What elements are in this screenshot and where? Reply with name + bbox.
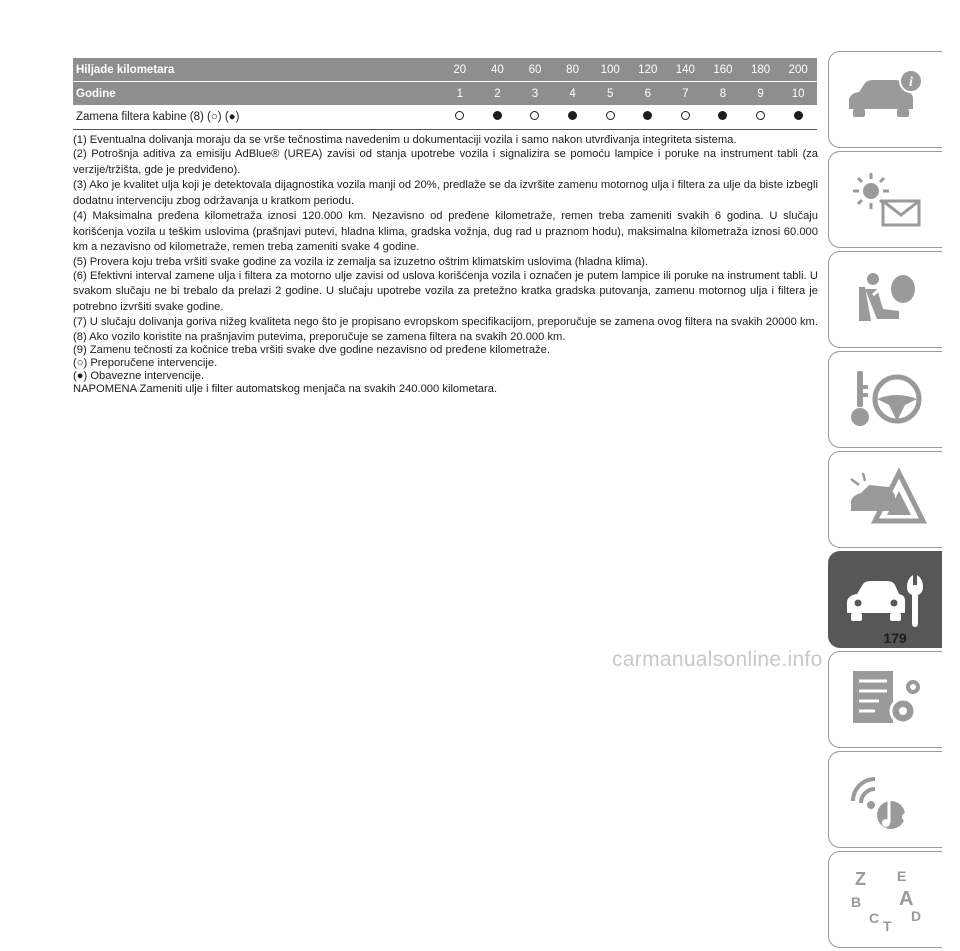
footnote: (5) Provera koju treba vršiti svake godine za vozila iz zemalja sa izuzetno oštrim klimatskim uslovima (hladna klima). <box>73 255 649 268</box>
dashboard-lights-icon <box>843 165 929 235</box>
multimedia-music-icon <box>843 765 929 835</box>
footnote: NAPOMENA Zameniti ulje i filter automatskog menjača na svakih 240.000 kilometara. <box>73 382 498 395</box>
header-km-cell: 40 <box>490 63 504 76</box>
alphabetical-index-icon <box>843 865 929 935</box>
table-row-cabin-filter <box>73 105 817 130</box>
mandatory-dot-icon <box>568 111 577 120</box>
index-letter: E <box>896 867 906 884</box>
header-km-cell: 160 <box>713 63 733 76</box>
footnote: (○) Preporučene intervencije. <box>73 356 218 369</box>
header-years-cell: 7 <box>682 87 689 100</box>
tab-safety[interactable] <box>828 251 942 348</box>
maintenance-table <box>73 58 817 130</box>
watermark: carmanualsonline.info <box>612 648 823 671</box>
mark-cell <box>516 111 554 123</box>
index-letter: C <box>868 909 879 926</box>
footnote: (6) Efektivni interval zamene ulja i filtera za motorno ulje zavisi od uslova korišćenja vozila i označen je putem lampice ili poruke na instrument tabli. U svakom slučaju ne bi trebalo da prelazi 2 godine. U slučaju upotrebe vozila za pretežno kratka gradska putovanja, zamenu motornog ulja i filtera je potrebno izvršiti svake godine. <box>73 269 818 313</box>
mark-cell <box>779 111 817 123</box>
header-km-cell: 180 <box>750 63 771 76</box>
footnote: (●) Obavezne intervencije. <box>73 369 205 382</box>
mark-cell <box>554 111 592 123</box>
header-years-cell: 8 <box>719 87 727 100</box>
recommended-circle-icon <box>756 111 765 120</box>
mandatory-dot-icon <box>493 111 502 120</box>
header-years-cell: 4 <box>569 87 576 100</box>
svg-text:i: i <box>908 74 913 90</box>
header-km-cell: 60 <box>528 63 542 76</box>
index-letter: Z <box>854 868 866 889</box>
header-years-cell: 9 <box>757 87 764 100</box>
mark-cell <box>742 111 780 123</box>
index-letter: A <box>898 887 913 910</box>
airbag-seat-icon <box>843 265 929 335</box>
footnote: (4) Maksimalna pređena kilometraža iznosi 120.000 km. Nezavisno od pređene kilometraže, remen treba zameniti svakih 6 godina. U slučaju korišćenja vozila u teškim uslovima (prašnjavi putevi, hladna klima, gradska vožnja, dug rad u praznom hodu), maksimalna kilometraža iznosi 60.000 km a nezavisno od kilometraže, remen treba zameniti svake 4 godine. <box>73 210 818 253</box>
header-km-cell: 120 <box>638 63 658 76</box>
key-steering-wheel-icon <box>843 365 929 435</box>
recommended-circle-icon <box>681 111 690 120</box>
mandatory-dot-icon <box>643 111 652 120</box>
header-years-cell: 2 <box>494 87 501 100</box>
tab-index[interactable] <box>828 851 942 948</box>
mark-cell <box>704 111 742 123</box>
tab-dashboard[interactable] <box>828 151 942 248</box>
recommended-circle-icon <box>455 111 464 120</box>
car-wrench-icon <box>843 565 929 635</box>
table-header-years <box>73 82 817 105</box>
table-header-km <box>73 58 817 82</box>
header-years-cell: 6 <box>644 87 651 100</box>
index-letter: T <box>882 917 892 934</box>
header-years-cell: 5 <box>606 87 614 100</box>
footnote: (9) Zamenu tečnosti za kočnice treba vršiti svake dve godine nezavisno od pređene kilometraže. <box>73 343 550 356</box>
tab-emergency[interactable] <box>828 451 942 548</box>
mark-cell <box>629 111 667 123</box>
recommended-circle-icon <box>606 111 615 120</box>
tab-technical-data[interactable] <box>828 651 942 748</box>
header-years-cell: 3 <box>531 87 539 100</box>
tab-multimedia[interactable] <box>828 751 942 848</box>
index-letter: B <box>850 893 861 910</box>
chapter-nav <box>828 51 942 951</box>
warning-triangle-crash-icon <box>843 465 929 535</box>
mark-cell <box>667 111 705 123</box>
header-km-cell: 200 <box>788 63 808 76</box>
mark-cell <box>479 111 517 123</box>
footnote: (2) Potrošnja aditiva za emisiju AdBlue® (UREA) zavisi od stanja upotrebe vozila i signalizira se pomoću lampice i poruke na instrument tabli (za verzije/tržišta, gde je predviđeno). <box>73 148 818 176</box>
header-years-label: Godine <box>76 87 116 100</box>
footnote: (8) Ako vozilo koristite na prašnjavim putevima, preporučuje se zamena filtera na svakih 20.000 km. <box>73 330 566 343</box>
header-km-cell: 20 <box>453 63 467 76</box>
page-number: 179 <box>883 630 907 646</box>
index-letter: D <box>910 907 921 924</box>
tab-car-info[interactable] <box>828 51 942 148</box>
mandatory-dot-icon <box>718 111 727 120</box>
mandatory-dot-icon <box>794 111 803 120</box>
mark-cell <box>591 111 629 123</box>
car-info-icon <box>843 65 929 135</box>
header-km-label: Hiljade kilometara <box>76 63 175 76</box>
mark-cell <box>441 111 479 123</box>
header-km-cell: 100 <box>600 63 620 76</box>
recommended-circle-icon <box>530 111 539 120</box>
footnote: (1) Eventualna dolivanja moraju da se vrše tečnostima navedenim u dokumentaciji vozila i samo nakon utvrđivanja integriteta sistema. <box>73 134 737 146</box>
row-label: Zamena filtera kabine (8) (○) (●) <box>76 111 240 123</box>
footnote: (7) U slučaju dolivanja goriva nižeg kvaliteta nego što je propisano evropskom specifikacijom, preporučuje se zamena ovog filtera na svakih 20000 km. <box>73 316 818 328</box>
header-km-cell: 140 <box>675 63 695 76</box>
header-years-cell: 10 <box>791 87 805 100</box>
tab-starting-driving[interactable] <box>828 351 942 448</box>
footnotes <box>73 134 818 396</box>
footnote: (3) Ako je kvalitet ulja koji je detektovala dijagnostika vozila manji od 20%, predlaže se da izvršite zamenu motornog ulja i filtera za ulje da biste izbegli dodatnu intervenciju zbog održavanja u kratkom periodu. <box>73 179 818 207</box>
specs-gear-icon <box>843 665 929 735</box>
header-km-cell: 80 <box>566 63 579 76</box>
header-years-cell: 1 <box>456 87 463 100</box>
